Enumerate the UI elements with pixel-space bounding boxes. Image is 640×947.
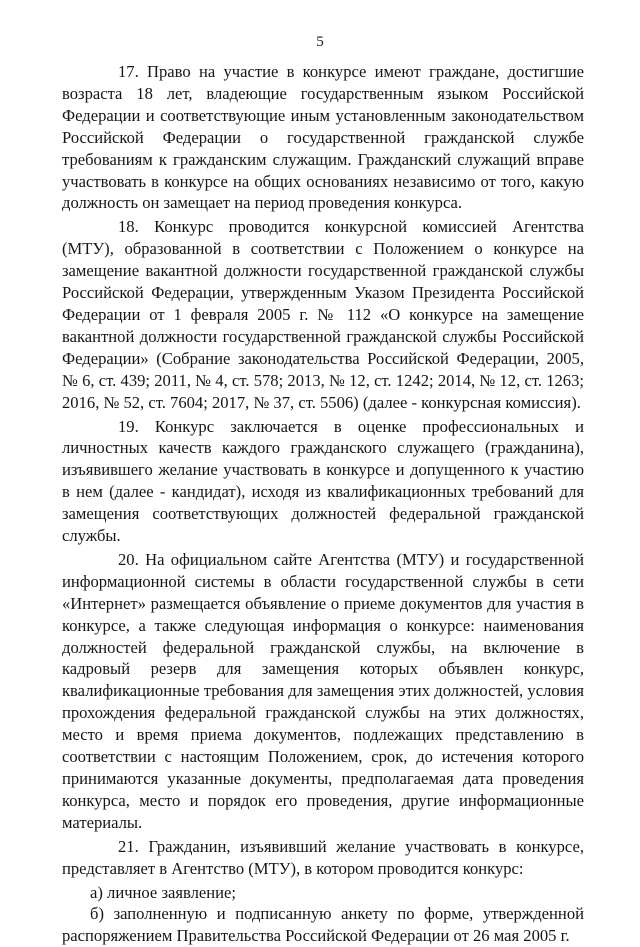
paragraph-number: 19.	[118, 416, 139, 436]
document-body	[62, 61, 584, 947]
sub-item-a: а) личное заявление;	[90, 882, 236, 902]
paragraph-text: Право на участие в конкурсе имеют граждане, достигшие возраста 18 лет, владеющие государственным языком Российской Федерации и соответствующие иным установленным законодательством Российской Федерации о государственной гражданской службе требованиям к гражданским служащим. Гражданский служащий вправе участвовать в конкурсе на общих основаниях независимо от того, какую должность он замещает на период проведения конкурса.	[62, 62, 584, 213]
paragraph-text: Гражданин, изъявивший желание участвовать в конкурсе, представляет в Агентство (МТУ), в котором проводится конкурс:	[62, 836, 584, 878]
paragraph-21	[62, 836, 584, 880]
paragraph-number: 20.	[118, 549, 139, 569]
sub-item-b: б) заполненную и подписанную анкету по форме, утвержденной распоряжением Правительства Российской Федерации от 26 мая 2005 г.	[62, 904, 584, 946]
paragraph-number: 17.	[118, 62, 139, 81]
page-number: 5	[316, 34, 324, 50]
paragraph-number: 18.	[118, 217, 139, 237]
paragraph-18	[62, 216, 584, 413]
paragraph-text: Конкурс проводится конкурсной комиссией Агентства (МТУ), образованной в соответствии с Положением о конкурсе на замещение вакантной должности государственной гражданской службы Российской Федерации, утвержденным Указом Президента Российской Федерации от 1 февраля 2005 г. № 112 «О конкурсе на замещение вакантной должности государственной гражданской службы Российской Федерации» (Собрание законодательства Российской Федерации, 2005, № 6, ст. 439; 2011, № 4, ст. 578; 2013, № 12, ст. 1242; 2014, № 12, ст. 1263; 2016, № 52, ст. 7604; 2017, № 37, ст. 5506) (далее - конкурсная комиссия).	[62, 217, 584, 412]
paragraph-20	[62, 549, 584, 834]
paragraph-number: 21.	[118, 836, 139, 856]
paragraph-19	[62, 416, 584, 547]
paragraph-text: На официальном сайте Агентства (МТУ) и государственной информационной системы в области государственной службы в сети «Интернет» размещается объявление о приеме документов для участия в конкурсе, а также следующая информация о конкурсе: наименования должностей федеральной гражданской службы, на включение в кадровый резерв для замещения которых объявлен конкурс, квалификационные требования для замещения этих должностей, условия прохождения федеральной гражданской службы на этих должностях, место и время приема документов, подлежащих представлению в соответствии с настоящим Положением, срок, до истечения которого принимаются указанные документы, предполагаемая дата проведения конкурса, место и порядок его проведения, другие информационные материалы.	[62, 549, 584, 832]
paragraph-17	[62, 61, 584, 214]
paragraph-text: Конкурс заключается в оценке профессиональных и личностных качеств каждого гражданского служащего (гражданина), изъявившего желание участвовать в конкурсе и допущенного к участию в нем (далее - кандидат), исходя из квалификационных требований для замещения соответствующих должностей федеральной гражданской службы.	[62, 416, 584, 546]
